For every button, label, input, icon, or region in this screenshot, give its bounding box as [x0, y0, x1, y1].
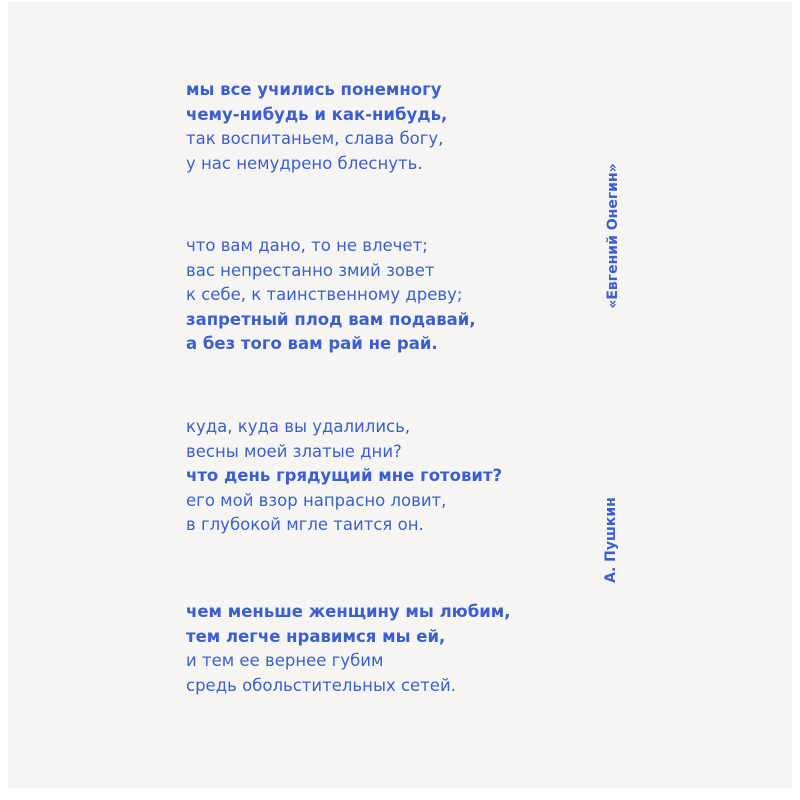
verse-line: его мой взор напрасно ловит, — [186, 490, 447, 510]
verse-line: весны моей златые дни? — [186, 441, 402, 461]
verse-line: так воспитаньем, слава богу, — [186, 129, 444, 148]
verse-line: мы все учились понемногу — [186, 80, 442, 99]
stanza-2 — [186, 234, 476, 357]
verse-line: тем легче нравимся мы ей, — [186, 626, 446, 646]
verse-line: вас непрестанно змий зовет — [186, 260, 435, 280]
verse-line: в глубокой мгле таится он. — [186, 515, 424, 534]
author-label: А. Пушкин — [603, 497, 619, 583]
verse-line: к себе, к таинственному древу; — [186, 285, 463, 304]
stanza-1 — [186, 78, 447, 176]
verse-line: средь обольстительных сетей. — [186, 675, 456, 695]
verse-line: и тем ее вернее губим — [186, 651, 384, 670]
verse-line: куда, куда вы удалились, — [186, 417, 411, 436]
verse-line: чему-нибудь и как-нибудь, — [186, 104, 448, 124]
work-title-label: «Евгений Онегин» — [605, 163, 621, 309]
verse-line: у нас немудрено блеснуть. — [186, 153, 423, 173]
verse-line: что вам дано, то не влечет; — [186, 236, 428, 255]
stanza-4 — [186, 600, 511, 698]
stanza-3 — [186, 415, 502, 538]
verse-line: что день грядущий мне готовит? — [186, 466, 503, 485]
verse-line: запретный плод вам подавай, — [186, 309, 476, 329]
verse-line: чем меньше женщину мы любим, — [186, 602, 511, 621]
verse-line: а без того вам рай не рай. — [186, 334, 438, 353]
